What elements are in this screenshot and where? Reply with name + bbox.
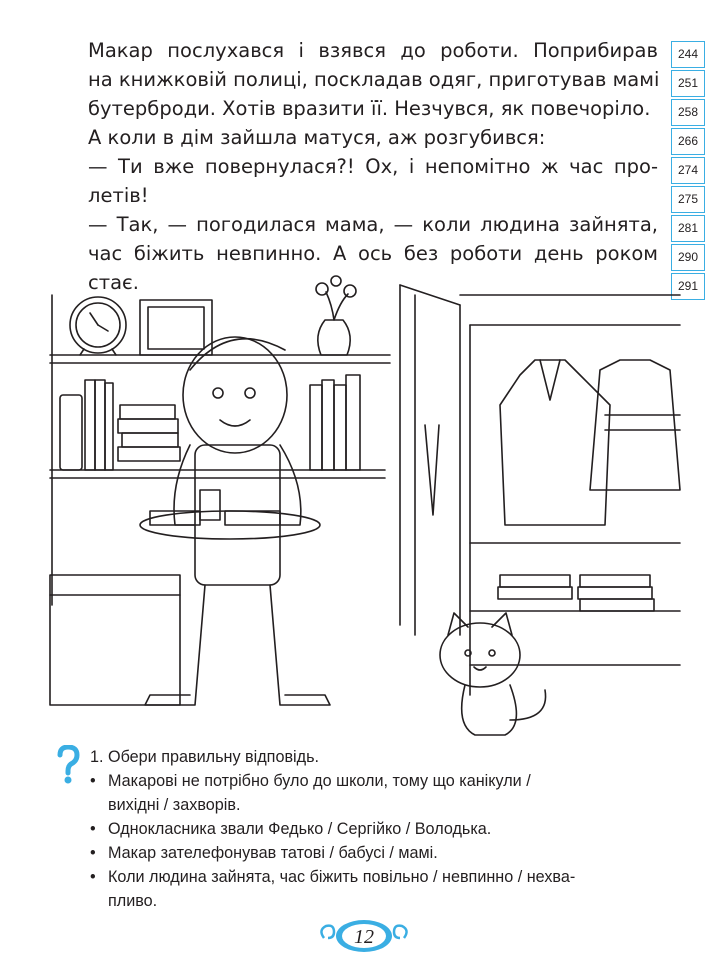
question-mark-icon: [56, 745, 80, 785]
word-count-box: 281: [671, 215, 705, 242]
bullet: •: [90, 844, 96, 862]
word-count-box: 275: [671, 186, 705, 213]
task-title: 1. Обери правильну відповідь.: [90, 748, 320, 766]
boy-figure: [140, 337, 330, 705]
task-item: • Однокласника звали Федько / Сергійко / Володька.: [90, 817, 650, 841]
task-block: [90, 745, 650, 913]
story-line: А коли в дім зайшла матуся, аж розгубився:: [88, 126, 546, 149]
task-item: • Макар зателефонував татові / бабусі / мамі.: [90, 841, 650, 865]
story-line: на книжковій полиці, поскладав одяг, приготував мамі: [88, 68, 660, 91]
story-line: — Ти вже повернулася?! Ох, і непомітно ж час про-: [88, 155, 658, 178]
story-illustration: [40, 275, 690, 745]
word-count-box: 251: [671, 70, 705, 97]
task-item-continuation: пливо.: [108, 892, 158, 910]
bullet: •: [90, 820, 96, 838]
bullet: •: [90, 772, 96, 790]
page-number-badge: [318, 916, 410, 954]
task-item: • Макарові не потрібно було до школи, тому що канікули /: [90, 769, 650, 793]
bullet: •: [90, 868, 96, 886]
word-count-box: 258: [671, 99, 705, 126]
story-line: — Так, — погодилася мама, — коли людина зайнята,: [88, 213, 658, 236]
story-line: стає.: [88, 271, 139, 294]
bookshelf: [50, 276, 390, 605]
story-line: час біжить невпинно. А ось без роботи день роком: [88, 242, 658, 265]
task-item: • Коли людина зайнята, час біжить повільно / невпинно / нехва-: [90, 865, 650, 889]
word-count-box: 290: [671, 244, 705, 271]
word-count-column: [671, 41, 705, 302]
story-line: бутерброди. Хотів вразити її. Незчувся, як повечоріло.: [88, 97, 651, 120]
page-number: 12: [354, 926, 374, 948]
word-count-box: 274: [671, 157, 705, 184]
cat-figure: [440, 613, 546, 735]
word-count-box: 266: [671, 128, 705, 155]
wardrobe: [400, 285, 680, 695]
word-count-box: 291: [671, 273, 705, 300]
cabinet: [50, 575, 180, 705]
story-line: Макар послухався і взявся до роботи. Поприбирав: [88, 39, 658, 62]
story-line: летів!: [88, 184, 149, 207]
task-item-continuation: вихідні / захворів.: [108, 796, 241, 814]
story-text: [88, 36, 658, 297]
word-count-box: 244: [671, 41, 705, 68]
